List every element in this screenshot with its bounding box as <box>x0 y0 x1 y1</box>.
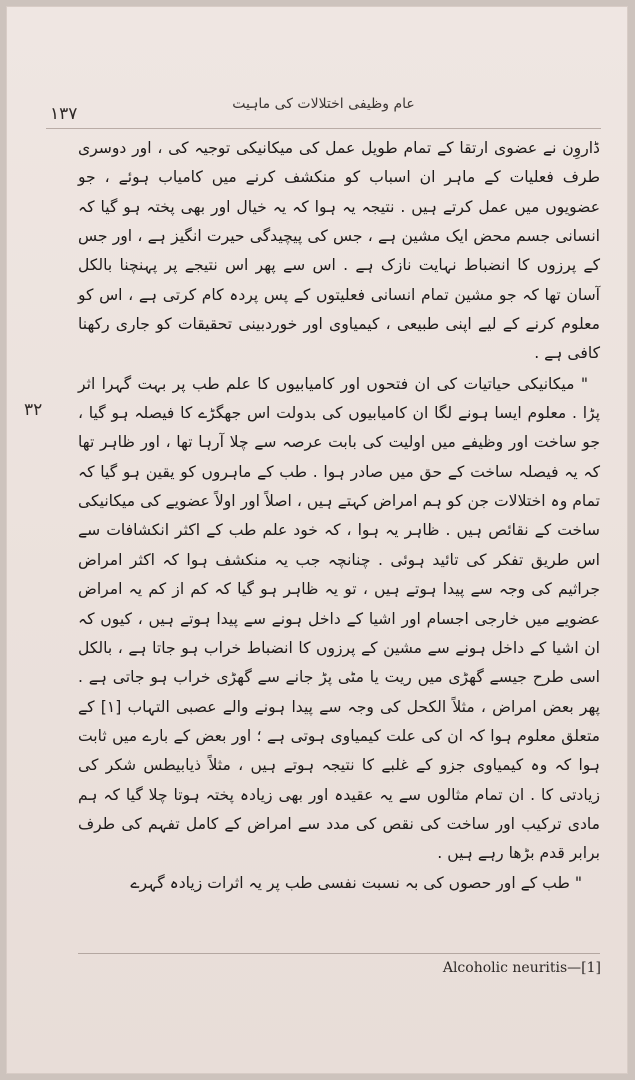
margin-number: ٣٢ <box>24 400 43 420</box>
running-head: عام وظیفی اختلالات کی ماہیت <box>232 96 415 112</box>
footnote-rule <box>78 953 600 954</box>
paragraph-3: " طب کے اور حصوں کی بہ نسبت نفسی طب پر یہ اثرات زیادہ گہرے <box>130 873 582 892</box>
paragraph-2: " میکانیکی حیاتیات کی ان فتحوں اور کامیابیوں کا علم طب پر بہت گہرا اثر پڑا . معلوم ایسا ہونے لگا ان کامیابیوں کی بدولت اس جھگڑے کا فیصلہ ہو گیا ، جو ساخت اور وظیفے میں اولیت کی بابت عرصہ سے چلا آرہا تھا ، اور ظاہر تھا کہ یہ فیصلہ ساخت کے حق میں صادر ہوا . طب کے ماہروں کو یقین ہو گیا کہ تمام وہ اختلالات جن کو ہم امراض کہتے ہیں ، اصلاً اور اولاً عضویے کی میکانیکی ساخت کے نقائص ہیں . ظاہر یہ ہوا ، کہ خود علم طب کے اکثر انکشافات سے اس طریق تفکر کی تائید ہوئی . چنانچہ جب یہ منکشف ہوا کہ اکثر امراض جراثیم کی وجہ سے پیدا ہوتے ہیں ، تو یہ ظاہر ہو گیا کہ کم از کم یہ امراض عضویے میں خارجی اجسام اور اشیا کے داخل ہونے سے پیدا ہوتے ہیں ، کیوں کہ ان اشیا کے داخل ہونے سے مشین کے پرزوں کا انضباط خراب ہو جاتا ہے ، بالکل اسی طرح جیسے گھڑی میں ریت یا مٹی پڑ جانے سے گھڑی خراب ہو جاتی ہے . پھر بعض امراض ، مثلاً الکحل کی وجہ سے پیدا ہونے والے عصبی التہاب [١] کے متعلق معلوم ہوا کہ ان کی علت کیمیاوی ہوتی ہے ؛ اور بعض کے بارے میں ثابت ہوا کہ وہ کیمیاوی جزو کے غلبے کا نتیجہ ہوتے ہیں ، مثلاً ذیابیطس شکر کی زیادتی کا . ان تمام مثالوں سے یہ عقیدہ اور بھی زیادہ پختہ ہوتا چلا گیا کہ ہم مادی ترکیب اور ساخت کی نقص کی مدد سے امراض کے کامل تفہم کی طرف برابر قدم بڑھا رہے ہیں . <box>78 374 600 863</box>
book-page <box>6 6 628 1074</box>
page-number: ١٣٧ <box>50 104 78 124</box>
body-text <box>78 134 600 898</box>
paragraph-1: ڈاروِن نے عضوی ارتقا کے تمام طویل عمل کی میکانیکی توجیہ کی ، اور دوسری طرف فعلیات کے ماہر ان اسباب کو منکشف کرنے میں کامیاب ہوئے ، جو عضویوں میں عمل کرتے ہیں . نتیجہ یہ ہوا کہ یہ خیال اور بھی پختہ ہو گیا کہ انسانی جسم محض ایک مشین ہے ، جس کی پیچیدگی حیرت انگیز ہے ، اور جس کے پرزوں کا انضباط نہایت نازک ہے . اس سے پھر اس نتیجے پر پہنچنا بالکل آسان تھا کہ جو مشین تمام انسانی فعلیتوں کے پس پردہ کام کرتی ہے ، اس کو معلوم کرنے کے لیے اپنی طبیعی ، کیمیاوی اور خوردبینی تحقیقات کو جاری رکھنا کافی ہے . <box>78 139 600 363</box>
footnote: Alcoholic neuritis—[1] <box>442 960 601 976</box>
header-rule <box>46 128 601 129</box>
